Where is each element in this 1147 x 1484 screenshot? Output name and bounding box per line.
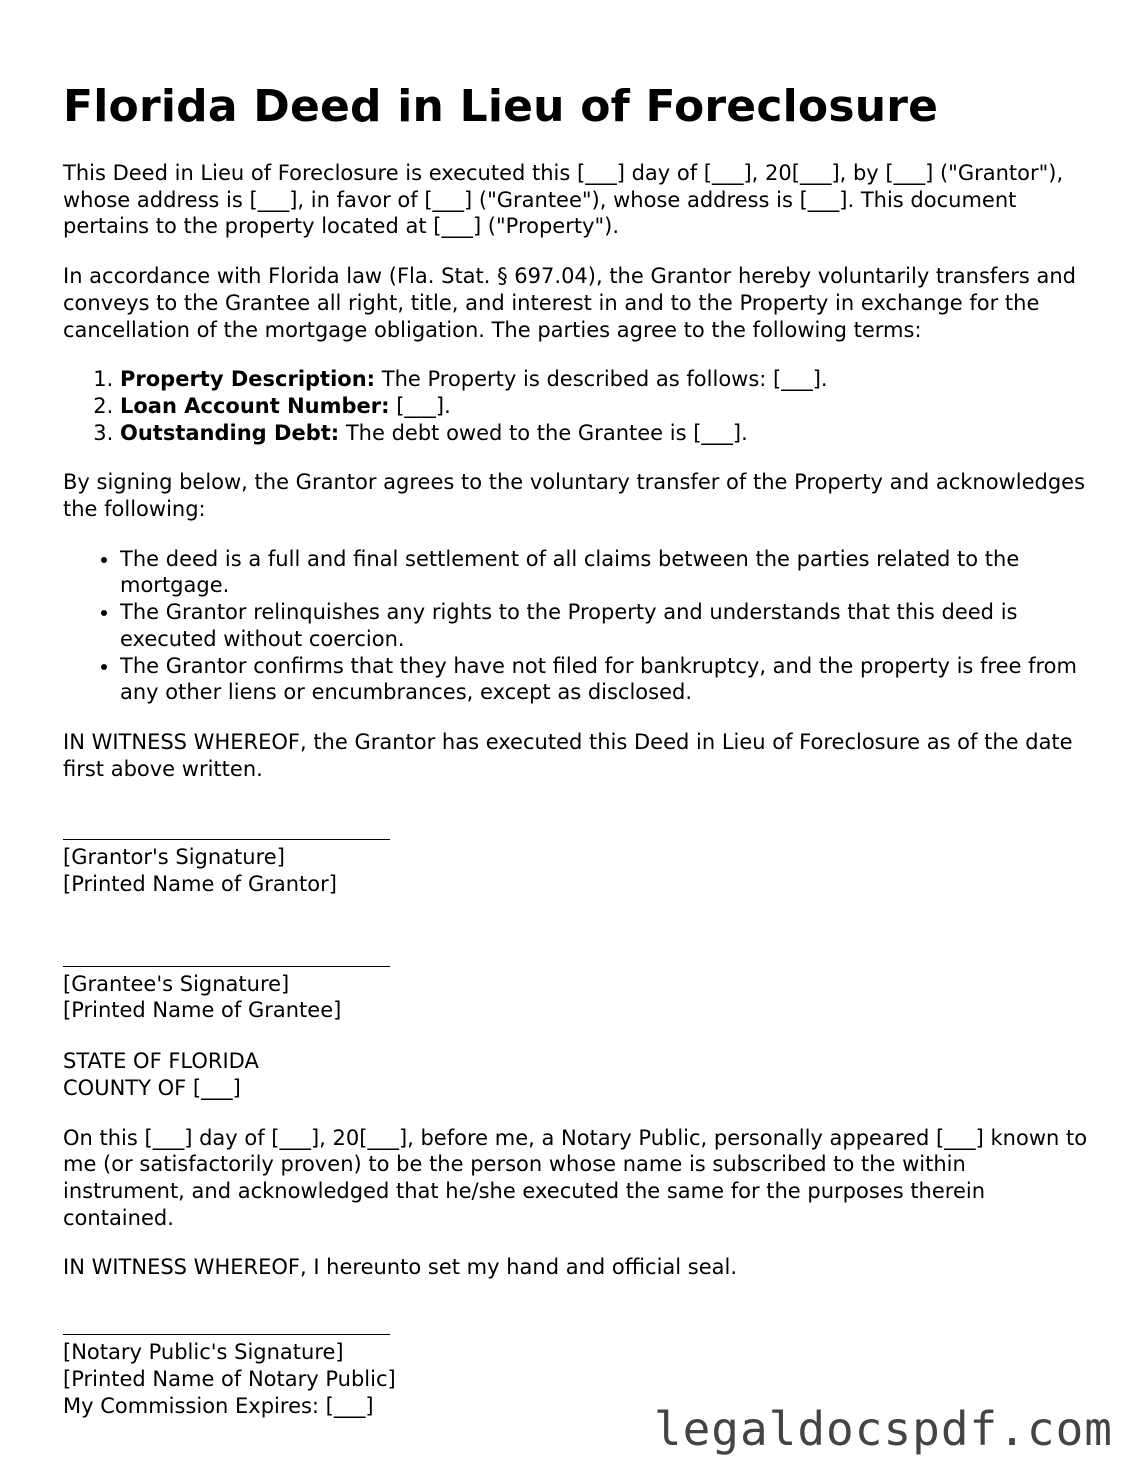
term-item (120, 420, 1093, 447)
grantee-signature-label: [Grantee's Signature] (63, 971, 290, 996)
grantor-signature-line (63, 819, 390, 840)
notary-signature-line (63, 1314, 390, 1335)
grantee-name-label: [Printed Name of Grantee] (63, 998, 342, 1023)
terms-list (63, 366, 1093, 446)
acknowledgements-list (63, 546, 1093, 706)
notary-paragraph: On this [___] day of [___], 20[___], before me, a Notary Public, personally appeared [___] known to me (or satisfactorily proven) to be the person whose name is subscribed to the within instrument, and acknowledged that he/she executed the same for the purposes therein contained. (63, 1125, 1088, 1230)
signing-paragraph: By signing below, the Grantor agrees to the voluntary transfer of the Property and acknowledges the following: (63, 470, 1086, 522)
commission-expires: My Commission Expires: [___] (63, 1393, 374, 1418)
grantor-signature-label: [Grantor's Signature] (63, 845, 285, 870)
term-text: [___]. (389, 393, 451, 418)
term-text: The debt owed to the Grantee is [___]. (339, 420, 748, 445)
state-line: STATE OF FLORIDA (63, 1049, 259, 1074)
term-label: Property Description: (120, 367, 376, 392)
acknowledgement-item: • The Grantor confirms that they have not filed for bankruptcy, and the property is free from any other liens or encumbrances, except as disclosed. (120, 653, 1093, 706)
intro-paragraph: This Deed in Lieu of Foreclosure is executed this [___] day of [___], 20[___], by [___] ("Grantor"), whose address is [___], in favor of [___] ("Grantee"), whose address is [___]. This document pertains to the property located at [___] ("Property"). (63, 161, 1064, 239)
acknowledgement-item: • The deed is a full and final settlement of all claims between the parties related to the mortgage. (120, 546, 1093, 599)
notary-name-label: [Printed Name of Notary Public] (63, 1366, 396, 1391)
term-text: The Property is described as follows: [___]. (375, 367, 828, 392)
term-label: Loan Account Number: (120, 393, 390, 418)
venue-block (63, 1048, 1093, 1101)
law-paragraph: In accordance with Florida law (Fla. Stat. § 697.04), the Grantor hereby voluntarily transfers and conveys to the Grantee all right, title, and interest in and to the Property in exchange for the cancellation of the mortgage obligation. The parties agree to the following terms: (63, 264, 1076, 342)
grantee-signature-block (63, 946, 1093, 1024)
county-line: COUNTY OF [___] (63, 1075, 241, 1100)
document-title: Florida Deed in Lieu of Foreclosure (63, 81, 939, 132)
watermark: legaldocspdf.com (653, 1402, 1113, 1456)
grantor-signature-block (63, 819, 1093, 897)
grantee-signature-line (63, 946, 390, 967)
notary-signature-label: [Notary Public's Signature] (63, 1340, 344, 1365)
term-item (120, 393, 1093, 420)
acknowledgement-item: • The Grantor relinquishes any rights to the Property and understands that this deed is executed without coercion. (120, 599, 1093, 652)
term-item (120, 366, 1093, 393)
term-label: Outstanding Debt: (120, 420, 340, 445)
witness-paragraph: IN WITNESS WHEREOF, the Grantor has executed this Deed in Lieu of Foreclosure as of the date first above written. (63, 729, 1073, 781)
notary-witness: IN WITNESS WHEREOF, I hereunto set my hand and official seal. (63, 1255, 738, 1280)
grantor-name-label: [Printed Name of Grantor] (63, 872, 337, 897)
document-page (63, 80, 1093, 1419)
